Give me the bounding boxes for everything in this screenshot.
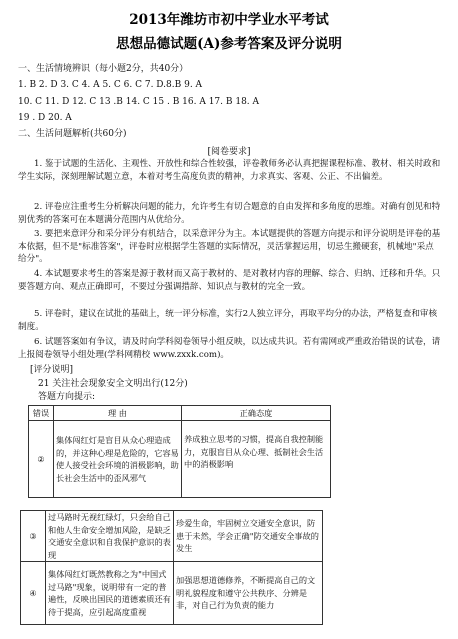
- review-requirements-title: [阅卷要求]: [207, 147, 251, 157]
- page-title: 2013年潍坊市初中学业水平考试: [129, 12, 329, 28]
- header-reason: 理 由: [54, 406, 182, 421]
- row-attitude: 养成独立思考的习惯，提高自我控制能力，克服盲目从众心理、抵制社会生活中的消极影响: [182, 421, 331, 498]
- row-number: ②: [29, 421, 54, 498]
- table-header-row: [29, 406, 331, 421]
- row-attitude: 珍爱生命，牢固树立交通安全意识，防患于未然，学会正确"防交通安全事故的发生: [174, 511, 323, 562]
- review-para-2: 2. 评卷应注重考生分析解决问题的能力，允许考生有切合题意的自由发挥和多角度的思维。对确有创见和特别优秀的答案可在本题满分范围内从优给分。: [18, 202, 441, 225]
- question-title: 21 关注社会现象安全文明出行(12分): [38, 379, 188, 389]
- row-reason: 集体闯红灯既然教称之为"中国式过马路"现象，说明带有一定的普遍性，反映出国民的道德素质还有待于提高，应引起高度重视: [46, 562, 174, 625]
- scoring-note-heading: [评分说明]: [30, 365, 74, 375]
- answer-table-top: [28, 405, 331, 498]
- table-row: [29, 421, 331, 498]
- header-attitude: 正确态度: [182, 406, 331, 421]
- answer-line-3: 19 . D 20. A: [18, 113, 72, 123]
- row-number: ③: [21, 511, 46, 562]
- review-para-5: 5. 评卷时，建议在试批的基础上，统一评分标准，实行2人独立评分，再取平均分的办法，严格复查和审核制度。: [18, 309, 438, 332]
- answer-table-bottom: [20, 510, 323, 625]
- row-reason: 集体闯红灯是盲目从众心理造成的，并这种心理是危险的，它容易使人接受社会环境的消极影响，助长社会生活中的歪风邪气: [54, 421, 182, 498]
- table-row: [21, 562, 323, 625]
- review-para-6: 6. 试题答案如有争议，请及时向学科阅卷领导小组反映，以达成共识。若有需网或严重政治错误的试卷，请上报阅卷领导小组处理(学科网精校 www.zxxk.com)。: [18, 337, 441, 360]
- section1-heading: 一、生活情境辨识（每小题2分，共40分）: [18, 64, 189, 74]
- answer-line-2: 10. C 11. D 12. C 13 .B 14. C 15 . B 16. A 17. B 18. A: [18, 97, 260, 107]
- direction-hint: 答题方向提示:: [38, 392, 96, 402]
- answer-line-1: 1. B 2. D 3. C 4. A 5. C 6. C 7. D.8.B 9. A: [18, 80, 203, 90]
- review-para-4: 4. 本试题要求考生的答案是源于教材而又高于教材的、是对教材内容的理解、综合、归纳、迁移和升华。只要答题方向、观点正确即可，不要过分强调措辞、知识点与教材的完全一致。: [18, 269, 441, 292]
- page-subtitle: 思想品德试题(A)参考答案及评分说明: [116, 36, 342, 52]
- row-number: ④: [21, 562, 46, 625]
- row-attitude: 加强思想道德修养，不断提高自己的文明礼貌程度和遵守公共秩序、分辨是非，对自己行为负责的能力: [174, 562, 323, 625]
- section2-heading: 二、生活问题解析(共60分): [18, 129, 127, 139]
- review-para-3: 3. 要把来意评分和采分评分有机结合，以采意评分为主。本试题提供的答题方向提示和评分说明是评卷的基本依据，但不是"标准答案"，评卷时应根据学生答题的实际情况，灵活掌握运用，切忌生搬硬套，机械地"采点给分"。: [18, 229, 441, 264]
- header-error: 错误: [29, 406, 54, 421]
- row-reason: 过马路时无视红绿灯，只会给自己和他人生命安全增加风险，是缺乏交通安全意识和自我保护意识的表现: [46, 511, 174, 562]
- review-para-1: 1. 鉴于试题的生活化、主观性、开放性和综合性较强，评卷教师务必认真把握课程标准、教材、相关时政和学生实际，深刻理解试题立意，本着对考生高度负责的精神，力求真实、客观、公正、不出偏差。: [18, 159, 441, 182]
- table-row: [21, 511, 323, 562]
